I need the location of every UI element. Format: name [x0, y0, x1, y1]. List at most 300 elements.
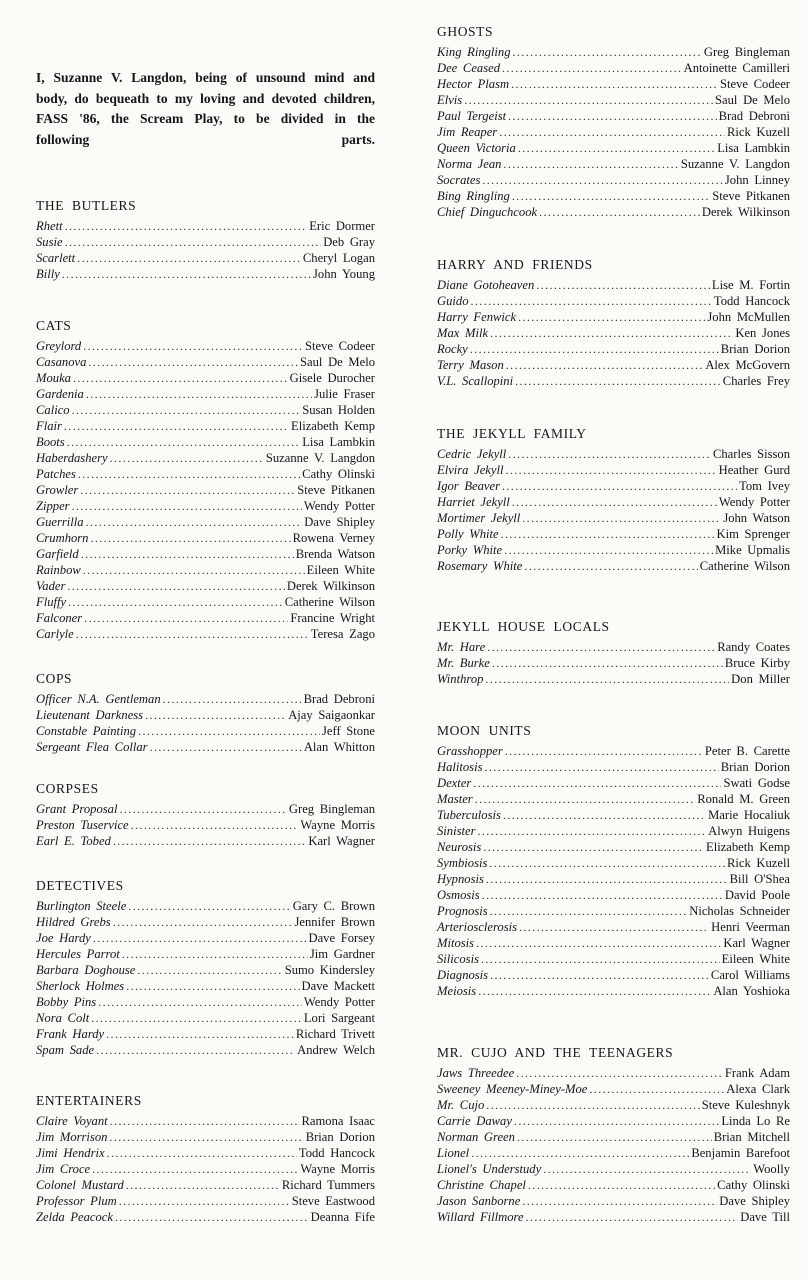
actor-name: Gary C. Brown: [292, 899, 375, 913]
actor-name: Rick Kuzell: [726, 125, 790, 139]
dot-leader: [515, 373, 721, 389]
role-name: Garfield: [36, 547, 79, 561]
actor-name: Antoinette Camilleri: [683, 61, 790, 75]
role-name: Bing Ringling: [437, 189, 510, 203]
dot-leader: [107, 1145, 297, 1161]
actor-name: Elizabeth Kemp: [291, 419, 375, 433]
dot-leader: [64, 418, 289, 434]
actor-name: Alwyn Huigens: [708, 824, 790, 838]
cast-row: [36, 1161, 375, 1177]
cast-row: [437, 446, 790, 462]
cast-row: [36, 466, 375, 482]
actor-name: Catherine Wilson: [284, 595, 375, 609]
cast-row: [437, 807, 790, 823]
actor-name: Sumo Kindersley: [284, 963, 375, 977]
section-title: COPS: [36, 671, 73, 686]
actor-name: Brian Dorion: [720, 760, 790, 774]
role-name: Lionel's Understudy: [437, 1162, 542, 1176]
dot-leader: [113, 833, 306, 849]
cast-row: [437, 1081, 790, 1097]
actor-name: Eileen White: [721, 952, 790, 966]
actor-name: Kim Sprenger: [716, 527, 790, 541]
cast-row: [36, 338, 375, 354]
cast-row: [437, 1097, 790, 1113]
dot-leader: [110, 450, 264, 466]
cast-row: [437, 357, 790, 373]
cast-section: [437, 24, 790, 220]
cast-row: [437, 309, 790, 325]
actor-name: Bruce Kirby: [724, 656, 790, 670]
cast-row: [36, 626, 375, 642]
dot-leader: [93, 930, 307, 946]
dot-leader: [589, 1081, 724, 1097]
role-name: Hercules Parrot: [36, 947, 120, 961]
cast-row: [36, 370, 375, 386]
role-name: Greylord: [36, 339, 82, 353]
dot-leader: [536, 277, 710, 293]
cast-row: [36, 914, 375, 930]
role-name: Master: [437, 792, 473, 806]
cast-row: [36, 930, 375, 946]
cast-row: [36, 266, 375, 282]
actor-name: Wendy Potter: [718, 495, 790, 509]
actor-name: Derek Wilkinson: [701, 205, 790, 219]
actor-name: Suzanne V. Langdon: [680, 157, 790, 171]
actor-name: Wendy Potter: [303, 499, 375, 513]
dot-leader: [508, 108, 717, 124]
cast-row: [437, 983, 790, 999]
dot-leader: [490, 903, 688, 919]
cast-row: [437, 1177, 790, 1193]
actor-name: Alan Yoshioka: [713, 984, 790, 998]
actor-name: John McMullen: [707, 310, 790, 324]
section-title: CORPSES: [36, 781, 99, 796]
cast-section: [437, 257, 790, 389]
actor-name: Todd Hancock: [298, 1146, 375, 1160]
cast-row: [437, 1065, 790, 1081]
dot-leader: [72, 402, 301, 418]
actor-name: Alex McGovern: [705, 358, 790, 372]
dot-leader: [503, 156, 678, 172]
dot-leader: [518, 140, 715, 156]
actor-name: Richard Tummers: [281, 1178, 375, 1192]
dot-leader: [502, 60, 682, 76]
role-name: Mitosis: [437, 936, 475, 950]
actor-name: Saul De Melo: [300, 355, 375, 369]
dot-leader: [526, 1209, 739, 1225]
cast-row: [437, 526, 790, 542]
left-column: [36, 0, 375, 1280]
role-name: Elvira Jekyll: [437, 463, 504, 477]
cast-row: [437, 919, 790, 935]
dot-leader: [490, 325, 733, 341]
dot-leader: [492, 655, 723, 671]
actor-name: Don Miller: [731, 672, 790, 686]
actor-name: Lisa Lambkin: [717, 141, 790, 155]
actor-name: Jennifer Brown: [294, 915, 375, 929]
role-name: Sinister: [437, 824, 476, 838]
actor-name: Linda Lo Re: [721, 1114, 790, 1128]
dot-leader: [90, 530, 290, 546]
actor-name: Gisele Durocher: [289, 371, 375, 385]
role-name: Guido: [437, 294, 469, 308]
role-name: Harry Fenwick: [437, 310, 517, 324]
dot-leader: [464, 92, 713, 108]
actor-name: Brad Debroni: [718, 109, 790, 123]
dot-leader: [128, 898, 290, 914]
actor-name: Jim Gardner: [309, 947, 375, 961]
cast-row: [36, 1113, 375, 1129]
dot-leader: [470, 341, 719, 357]
dot-leader: [86, 514, 303, 530]
actor-name: Greg Bingleman: [288, 802, 375, 816]
dot-leader: [522, 1193, 717, 1209]
role-name: Paul Tergeist: [437, 109, 507, 123]
dot-leader: [72, 498, 302, 514]
actor-name: Dave Mackett: [301, 979, 375, 993]
actor-name: Dave Till: [740, 1210, 790, 1224]
role-name: Barbara Doghouse: [36, 963, 136, 977]
cast-row: [36, 1193, 375, 1209]
dot-leader: [485, 759, 719, 775]
cast-row: [437, 1209, 790, 1225]
cast-row: [36, 594, 375, 610]
dot-leader: [502, 478, 737, 494]
actor-name: Randy Coates: [717, 640, 790, 654]
dot-leader: [84, 610, 288, 626]
dot-leader: [67, 578, 284, 594]
dot-leader: [489, 855, 725, 871]
dot-leader: [482, 172, 723, 188]
dot-leader: [517, 1129, 712, 1145]
dot-leader: [110, 1113, 300, 1129]
actor-name: Charles Sisson: [712, 447, 790, 461]
dot-leader: [119, 801, 286, 817]
cast-section: [437, 426, 790, 574]
dot-leader: [145, 707, 286, 723]
role-name: Growler: [36, 483, 79, 497]
cast-row: [36, 723, 375, 739]
role-name: Rocky: [437, 342, 468, 356]
role-name: Frank Hardy: [36, 1027, 105, 1041]
actor-name: Teresa Zago: [310, 627, 375, 641]
role-name: Rhett: [36, 219, 63, 233]
role-name: Mr. Cujo: [437, 1098, 485, 1112]
role-name: Susie: [36, 235, 63, 249]
role-name: Hildred Grebs: [36, 915, 111, 929]
role-name: Gardenia: [36, 387, 84, 401]
dot-leader: [137, 962, 282, 978]
actor-name: Nicholas Schneider: [689, 904, 790, 918]
role-name: Tuberculosis: [437, 808, 501, 822]
dot-leader: [91, 1010, 302, 1026]
role-name: Sherlock Holmes: [36, 979, 125, 993]
dot-leader: [485, 671, 729, 687]
role-name: Carrie Daway: [437, 1114, 512, 1128]
dot-leader: [539, 204, 700, 220]
role-name: Winthrop: [437, 672, 484, 686]
cast-row: [437, 92, 790, 108]
role-name: Diane Gotoheaven: [437, 278, 535, 292]
actor-name: Elizabeth Kemp: [706, 840, 790, 854]
role-name: Diagnosis: [437, 968, 489, 982]
actor-name: Wayne Morris: [300, 1162, 375, 1176]
dot-leader: [511, 76, 718, 92]
role-name: Lieutenant Darkness: [36, 708, 144, 722]
cast-row: [36, 817, 375, 833]
dot-leader: [126, 1177, 280, 1193]
role-name: Scarlett: [36, 251, 76, 265]
cast-row: [36, 739, 375, 755]
actor-name: Karl Wagner: [308, 834, 375, 848]
actor-name: Ken Jones: [735, 326, 790, 340]
role-name: Earl E. Tobed: [36, 834, 111, 848]
dot-leader: [475, 791, 696, 807]
dot-leader: [490, 967, 709, 983]
dot-leader: [512, 188, 710, 204]
actor-name: Saul De Melo: [715, 93, 790, 107]
role-name: Hypnosis: [437, 872, 484, 886]
dot-leader: [503, 807, 706, 823]
role-name: Prognosis: [437, 904, 488, 918]
dot-leader: [119, 1193, 290, 1209]
section-title: THE JEKYLL FAMILY: [437, 426, 587, 441]
cast-row: [437, 76, 790, 92]
actor-name: Derek Wilkinson: [286, 579, 375, 593]
cast-row: [36, 386, 375, 402]
actor-name: Lisa Lambkin: [302, 435, 375, 449]
dot-leader: [543, 1161, 751, 1177]
cast-row: [36, 1209, 375, 1225]
role-name: Osmosis: [437, 888, 480, 902]
cast-row: [36, 1026, 375, 1042]
cast-row: [437, 140, 790, 156]
dot-leader: [106, 1026, 294, 1042]
dot-leader: [122, 946, 308, 962]
role-name: Silicosis: [437, 952, 479, 966]
section-title: MR. CUJO AND THE TEENAGERS: [437, 1045, 674, 1060]
dot-leader: [73, 370, 288, 386]
actor-name: Henri Veerman: [711, 920, 790, 934]
dot-leader: [518, 309, 705, 325]
cast-row: [36, 530, 375, 546]
role-name: Nora Colt: [36, 1011, 90, 1025]
role-name: Symbiosis: [437, 856, 488, 870]
cast-row: [437, 204, 790, 220]
role-name: Rainbow: [36, 563, 81, 577]
cast-row: [437, 373, 790, 389]
dot-leader: [163, 691, 302, 707]
role-name: Boots: [36, 435, 65, 449]
role-name: Igor Beaver: [437, 479, 500, 493]
cast-row: [36, 402, 375, 418]
cast-row: [437, 188, 790, 204]
actor-name: Andrew Welch: [297, 1043, 375, 1057]
dot-leader: [86, 386, 312, 402]
cast-row: [36, 962, 375, 978]
role-name: Mr. Hare: [437, 640, 486, 654]
role-name: Preston Tuservice: [36, 818, 129, 832]
cast-row: [36, 978, 375, 994]
actor-name: Eileen White: [306, 563, 375, 577]
role-name: Socrates: [437, 173, 481, 187]
dot-leader: [65, 234, 322, 250]
actor-name: Suzanne V. Langdon: [265, 451, 375, 465]
actor-name: Cathy Olinski: [302, 467, 375, 481]
role-name: Porky White: [437, 543, 503, 557]
cast-row: [437, 759, 790, 775]
actor-name: John Watson: [723, 511, 790, 525]
role-name: Jaws Threedee: [437, 1066, 515, 1080]
dot-leader: [62, 266, 311, 282]
section-title: ENTERTAINERS: [36, 1093, 142, 1108]
cast-row: [36, 514, 375, 530]
dot-leader: [83, 562, 305, 578]
role-name: Polly White: [437, 527, 499, 541]
role-name: Calico: [36, 403, 70, 417]
role-name: Queen Victoria: [437, 141, 516, 155]
actor-name: Carol Williams: [710, 968, 790, 982]
dot-leader: [96, 1042, 295, 1058]
actor-name: Todd Hancock: [713, 294, 790, 308]
dot-leader: [477, 823, 706, 839]
dot-leader: [481, 951, 720, 967]
actor-name: Frank Adam: [724, 1066, 790, 1080]
dot-leader: [88, 354, 298, 370]
actor-name: Peter B. Carette: [704, 744, 790, 758]
cast-row: [36, 450, 375, 466]
role-name: Guerrilla: [36, 515, 84, 529]
role-name: Vader: [36, 579, 66, 593]
dot-leader: [478, 983, 711, 999]
actor-name: Alan Whitton: [303, 740, 375, 754]
role-name: Rosemary White: [437, 559, 523, 573]
role-name: Grasshopper: [437, 744, 503, 758]
actor-name: Lise M. Fortin: [711, 278, 790, 292]
dot-leader: [131, 817, 299, 833]
cast-section: [36, 781, 375, 849]
role-name: Fluffy: [36, 595, 67, 609]
dot-leader: [150, 739, 302, 755]
section-title: HARRY AND FRIENDS: [437, 257, 593, 272]
actor-name: Brad Debroni: [303, 692, 375, 706]
right-column: [437, 0, 790, 1280]
dot-leader: [482, 887, 723, 903]
section-title: DETECTIVES: [36, 878, 124, 893]
actor-name: Richard Trivett: [295, 1027, 375, 1041]
actor-name: Ajay Saigaonkar: [288, 708, 375, 722]
cast-row: [437, 671, 790, 687]
dot-leader: [83, 338, 303, 354]
cast-row: [437, 1145, 790, 1161]
cast-row: [437, 1129, 790, 1145]
actor-name: Brenda Watson: [295, 547, 375, 561]
role-name: King Ringling: [437, 45, 511, 59]
cast-row: [437, 1161, 790, 1177]
section-title: CATS: [36, 318, 72, 333]
section-title: THE BUTLERS: [36, 198, 137, 213]
role-name: Lionel: [437, 1146, 470, 1160]
actor-name: Dave Forsey: [308, 931, 375, 945]
cast-section: [36, 878, 375, 1058]
dot-leader: [519, 919, 709, 935]
role-name: Jim Reaper: [437, 125, 498, 139]
role-name: Hector Plasm: [437, 77, 510, 91]
dot-leader: [506, 357, 704, 373]
dot-leader: [113, 914, 293, 930]
actor-name: John Young: [313, 267, 375, 281]
actor-name: Greg Bingleman: [703, 45, 790, 59]
actor-name: Benjamin Barefoot: [691, 1146, 790, 1160]
cast-section: [437, 723, 790, 999]
role-name: Casanova: [36, 355, 87, 369]
cast-row: [36, 691, 375, 707]
cast-row: [437, 1113, 790, 1129]
actor-name: Steve Pitkanen: [712, 189, 790, 203]
role-name: Willard Fillmore: [437, 1210, 524, 1224]
cast-row: [437, 108, 790, 124]
cast-row: [437, 887, 790, 903]
role-name: Bobby Pins: [36, 995, 97, 1009]
cast-row: [36, 482, 375, 498]
actor-name: Rowena Verney: [292, 531, 375, 545]
role-name: Sergeant Flea Collar: [36, 740, 148, 754]
cast-section: [437, 619, 790, 687]
dot-leader: [92, 1161, 298, 1177]
cast-row: [36, 1010, 375, 1026]
role-name: Mouka: [36, 371, 71, 385]
actor-name: Karl Wagner: [723, 936, 790, 950]
cast-row: [437, 791, 790, 807]
cast-row: [36, 994, 375, 1010]
role-name: Patches: [36, 467, 76, 481]
dot-leader: [473, 775, 721, 791]
cast-row: [437, 823, 790, 839]
cast-section: [36, 671, 375, 755]
actor-name: Wayne Morris: [300, 818, 375, 832]
role-name: Chief Dinguchcook: [437, 205, 538, 219]
cast-row: [437, 1193, 790, 1209]
cast-row: [36, 434, 375, 450]
cast-row: [36, 898, 375, 914]
cast-row: [437, 462, 790, 478]
actor-name: David Poole: [724, 888, 790, 902]
actor-name: Dave Shipley: [719, 1194, 790, 1208]
dot-leader: [522, 510, 721, 526]
dot-leader: [504, 542, 713, 558]
cast-row: [437, 871, 790, 887]
cast-row: [437, 293, 790, 309]
cast-row: [437, 655, 790, 671]
role-name: Jason Sanborne: [437, 1194, 521, 1208]
actor-name: Cheryl Logan: [302, 251, 375, 265]
dot-leader: [77, 250, 301, 266]
dot-leader: [516, 1065, 723, 1081]
actor-name: Bill O'Shea: [729, 872, 790, 886]
dot-leader: [505, 743, 703, 759]
dot-leader: [98, 994, 302, 1010]
cast-row: [36, 562, 375, 578]
role-name: Sweeney Meeney-Miney-Moe: [437, 1082, 588, 1096]
section-title: JEKYLL HOUSE LOCALS: [437, 619, 610, 634]
role-name: Christine Chapel: [437, 1178, 526, 1192]
cast-row: [437, 743, 790, 759]
role-name: Burlington Steele: [36, 899, 127, 913]
actor-name: Alexa Clark: [726, 1082, 790, 1096]
cast-row: [437, 494, 790, 510]
role-name: Elvis: [437, 93, 463, 107]
actor-name: Tom Ivey: [739, 479, 790, 493]
